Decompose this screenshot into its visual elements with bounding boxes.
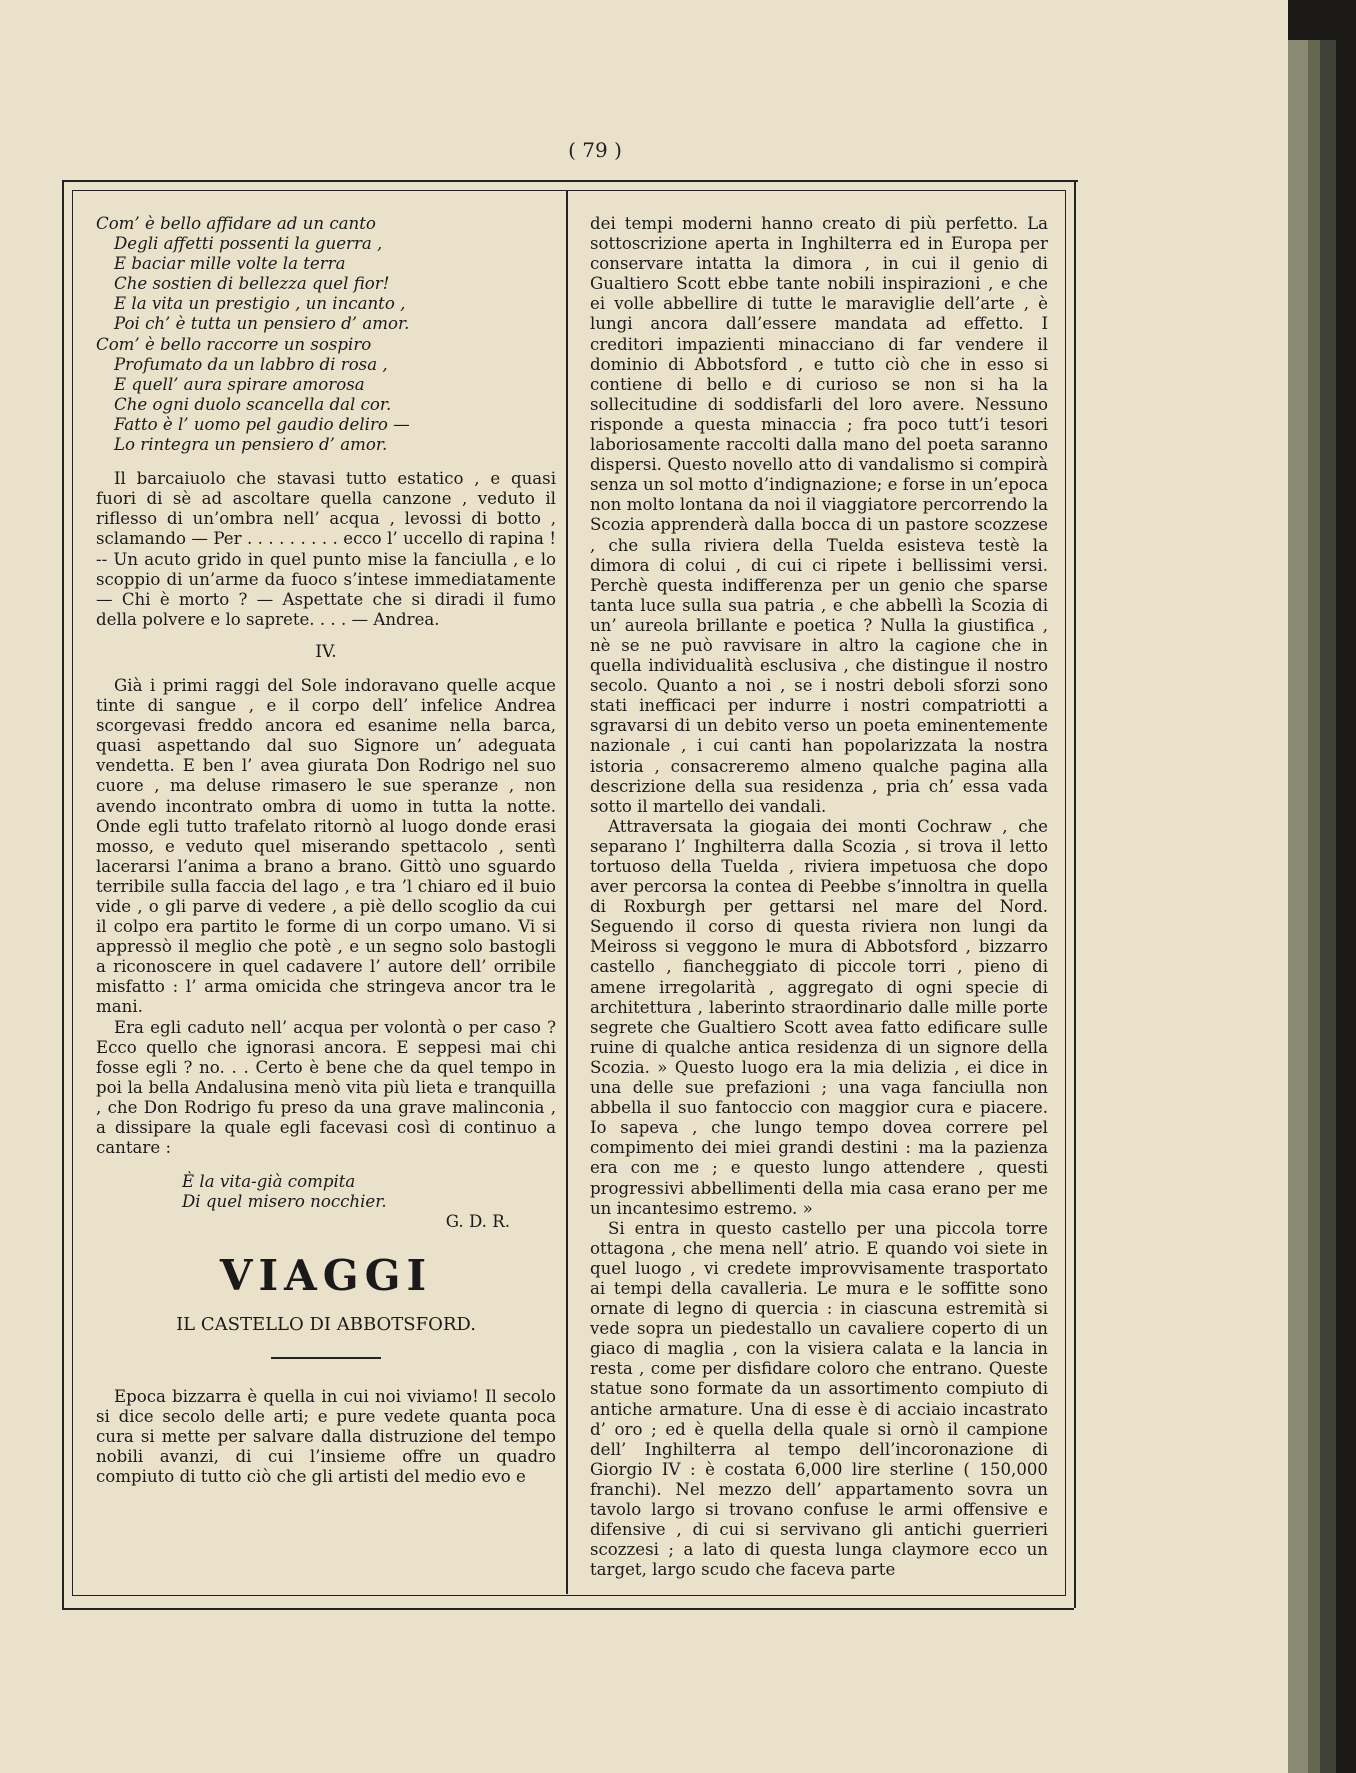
poem-line: E quell’ aura spirare amorosa xyxy=(114,374,365,394)
paragraph: dei tempi moderni hanno creato di più perfetto. La sottoscrizione aperta in Inghilterra ed in Europa per conservare intatta la dimora , in cui il genio di Gualtiero Scott ebbe tante nobili inspirazioni , e che ei volle abbellire di tutte le maraviglie dell’arte , è lungi ancora dall’essere mandata ad effetto. I creditori impazienti minacciano di far vendere il dominio di Abbotsford , e tutto ciò che in esso si contiene di bello e di curioso se non si ha la sollecitudine di soddisfarli del loro avere. Nessuno risponde a questa minaccia ; fra poco tutt’i tesori laboriosamente raccolti dalla mano del poeta saranno dispersi. Questo novello atto di vandalismo si compirà senza un sol motto d’indignazione; e forse in un’epoca non molto lontana da noi il viaggiatore percorrendo la Scozia apprenderà dalla bocca di un pastore scozzese , che sulla riviera della Tuelda esisteva testè la dimora di colui , di cui ci ripete i bellissimi versi. Perchè questa indifferenza per un genio che sparse tanta luce sulla sua patria , e che abbellì la Scozia di un’ aureola brillante e poetica ? Nulla la giustifica , nè se ne può ravvisare in altro la cagione che in quella individualità esclusiva , che distingue il nostro secolo. Quanto a noi , se i nostri deboli sforzi sono stati inefficaci per indurre i nostri compatriotti a sgravarsi di un debito verso un poeta eminentemente nazionale , i cui canti han popolarizzata la nostra istoria , consacreremo almeno qualche pagina alla descrizione della sua residenza , pria ch’ essa vada sotto il martello dei vandali. xyxy=(590,214,1048,816)
section-title: VIAGGI xyxy=(219,1250,433,1300)
signature: G. D. R. xyxy=(445,1212,510,1232)
poem-line: Com’ è bello affidare ad un canto xyxy=(96,214,376,233)
paragraph: Si entra in questo castello per una piccola torre ottagona , che mena nell’ atrio. E quando voi siete in quel luogo , vi credete improvvisamente trasportato ai tempi della cavalleria. Le mura e le soffitte sono ornate di legno di quercia : in ciascuna estremità si vede sopra un piedestallo un cavaliere coperto di un giaco di maglia , con la visiera calata e la lancia in resta , come per disfidare coloro che entrano. Queste statue sono formate da un assortimento compiuto di antiche armature. Una di esse è di acciaio incastrato d’ oro ; ed è quella della quale si ornò il campione dell’ Inghilterra al tempo dell’incoronazione di Giorgio IV : è costata 6,000 lire sterline ( 150,000 franchi). Nel mezzo dell’ appartamento sovra un tavolo largo si trovano confuse le armi offensive e difensive , di cui si servivano gli antichi guerrieri scozzesi ; a lato di questa lunga claymore ecco un target, largo scudo che faceva parte xyxy=(590,1218,1048,1580)
page-edges xyxy=(1308,40,1320,1773)
poem-line: Che ogni duolo scancella dal cor. xyxy=(114,394,392,414)
poem-line: Lo rintegra un pensiero d’ amor. xyxy=(114,435,388,455)
poem-line: Profumato da un labbro di rosa , xyxy=(114,354,388,374)
book-binding-edge xyxy=(1320,40,1336,1773)
section-numeral: IV. xyxy=(315,641,337,662)
poem-line: Com’ è bello raccorre un sospiro xyxy=(96,334,372,354)
outer-frame-left xyxy=(62,180,64,1608)
paragraph: Il barcaiuolo che stavasi tutto estatico , e quasi fuori di sè ad ascoltare quella canzone , veduto il riflesso di un’ombra nell’ acqua , levossi di botto , sclamando — Per . . . . . . . . . ecco l’ uccello di rapina ! -- Un acuto grido in quel punto mise la fanciulla , e lo scoppio di un’arme da fuoco s’intese immediatamente — Chi è morto ? — Aspettate che si diradi il fumo della polvere e lo saprete. . . . — Andrea. xyxy=(96,469,556,629)
poem-line: Poi ch’ è tutta un pensiero d’ amor. xyxy=(114,314,410,334)
poem-line: E la vita un prestigio , un incanto , xyxy=(114,294,406,314)
poem-line: Fatto è l’ uomo pel gaudio deliro — xyxy=(114,414,410,434)
paragraph: Già i primi raggi del Sole indoravano quelle acque tinte di sangue , e il corpo dell’ infelice Andrea scorgevasi freddo ancora ed esanime nella barca, quasi aspettando dal suo Signore un’ adeguata vendetta. E ben l’ avea giurata Don Rodrigo nel suo cuore , ma deluse rimasero le sue speranze , non avendo incontrato ombra di uomo in tutta la notte. Onde egli tutto trafelato ritornò al luogo donde erasi mosso, e veduto quel miserando spettacolo , sentì lacerarsi l’anima a brano a brano. Gittò uno sguardo terribile sulla faccia del lago , e tra ’l chiaro ed il buio vide , o gli parve di vedere , a piè dello scoglio da cui il colpo era partito le forme di un corpo umano. Vi si appressò il meglio che potè , e un segno solo bastogli a riconoscere in quel cadavere l’ autore dell’ orribile misfatto : l’ arma omicida che stringeva ancor tra le mani. xyxy=(96,675,556,1017)
poem-line: Che sostien di bellezza quel fior! xyxy=(114,274,390,294)
page-number: ( 79 ) xyxy=(568,138,622,162)
poem-line: E baciar mille volte la terra xyxy=(114,254,346,274)
page-edges xyxy=(1288,40,1308,1773)
bottom-rule xyxy=(62,1608,1074,1610)
article-subtitle: IL CASTELLO DI ABBOTSFORD. xyxy=(176,1313,476,1335)
poem-line: È la vita-già compita xyxy=(182,1172,356,1192)
outer-frame-right xyxy=(1074,180,1076,1608)
poem-line: Di quel misero nocchier. xyxy=(182,1192,387,1212)
poem-line: Degli affetti possenti la guerra , xyxy=(114,234,383,254)
paragraph: Era egli caduto nell’ acqua per volontà o per caso ? Ecco quello che ignorasi ancora. E seppesi mai chi fosse egli ? no. . . Certo è bene che da quel tempo in poi la bella Andalusina menò vita più lieta e tranquilla , che Don Rodrigo fu preso da una grave malinconia , a dissipare la quale egli facevasi così di continuo a cantare : xyxy=(96,1017,556,1158)
outer-frame-top xyxy=(62,180,1078,182)
paragraph: Attraversata la giogaia dei monti Cochraw , che separano l’ Inghilterra dalla Scozia , si trova il letto tortuoso della Tuelda , riviera impetuosa che dopo aver percorsa la contea di Peebbe s’innoltra in quella di Roxburgh per gettarsi nel mare del Nord. Seguendo il corso di questa riviera non lungi da Meiross si veggono le mura di Abbotsford , bizzarro castello , fiancheggiato di piccole torri , pieno di amene irregolarità , aggregato di ogni specie di architettura , laberinto straordinario dalle mille porte segrete che Gualtiero Scott avea fatto edificare sulle ruine di qualche antica residenza di un signore della Scozia. » Questo luogo era la mia delizia , ei dice in una delle sue prefazioni ; una vaga fanciulla non abbella il suo fantoccio con maggior cura e piacere. Io sapeva , che lungo tempo dovea correre pel compimento dei miei grandi destini : ma la pazienza era con me ; e questo lungo attendere , questi progressivi abbellimenti della mia casa erano per me un incantesimo estremo. » xyxy=(590,816,1048,1218)
paragraph: Epoca bizzarra è quella in cui noi viviamo! Il secolo si dice secolo delle arti; e pure vedete quanta poca cura si mette per salvare dalla distruzione del tempo nobili avanzi, di cui l’insieme offre un quadro compiuto di tutto ciò che gli artisti del medio evo e xyxy=(96,1386,556,1486)
inner-frame xyxy=(72,190,1066,1596)
